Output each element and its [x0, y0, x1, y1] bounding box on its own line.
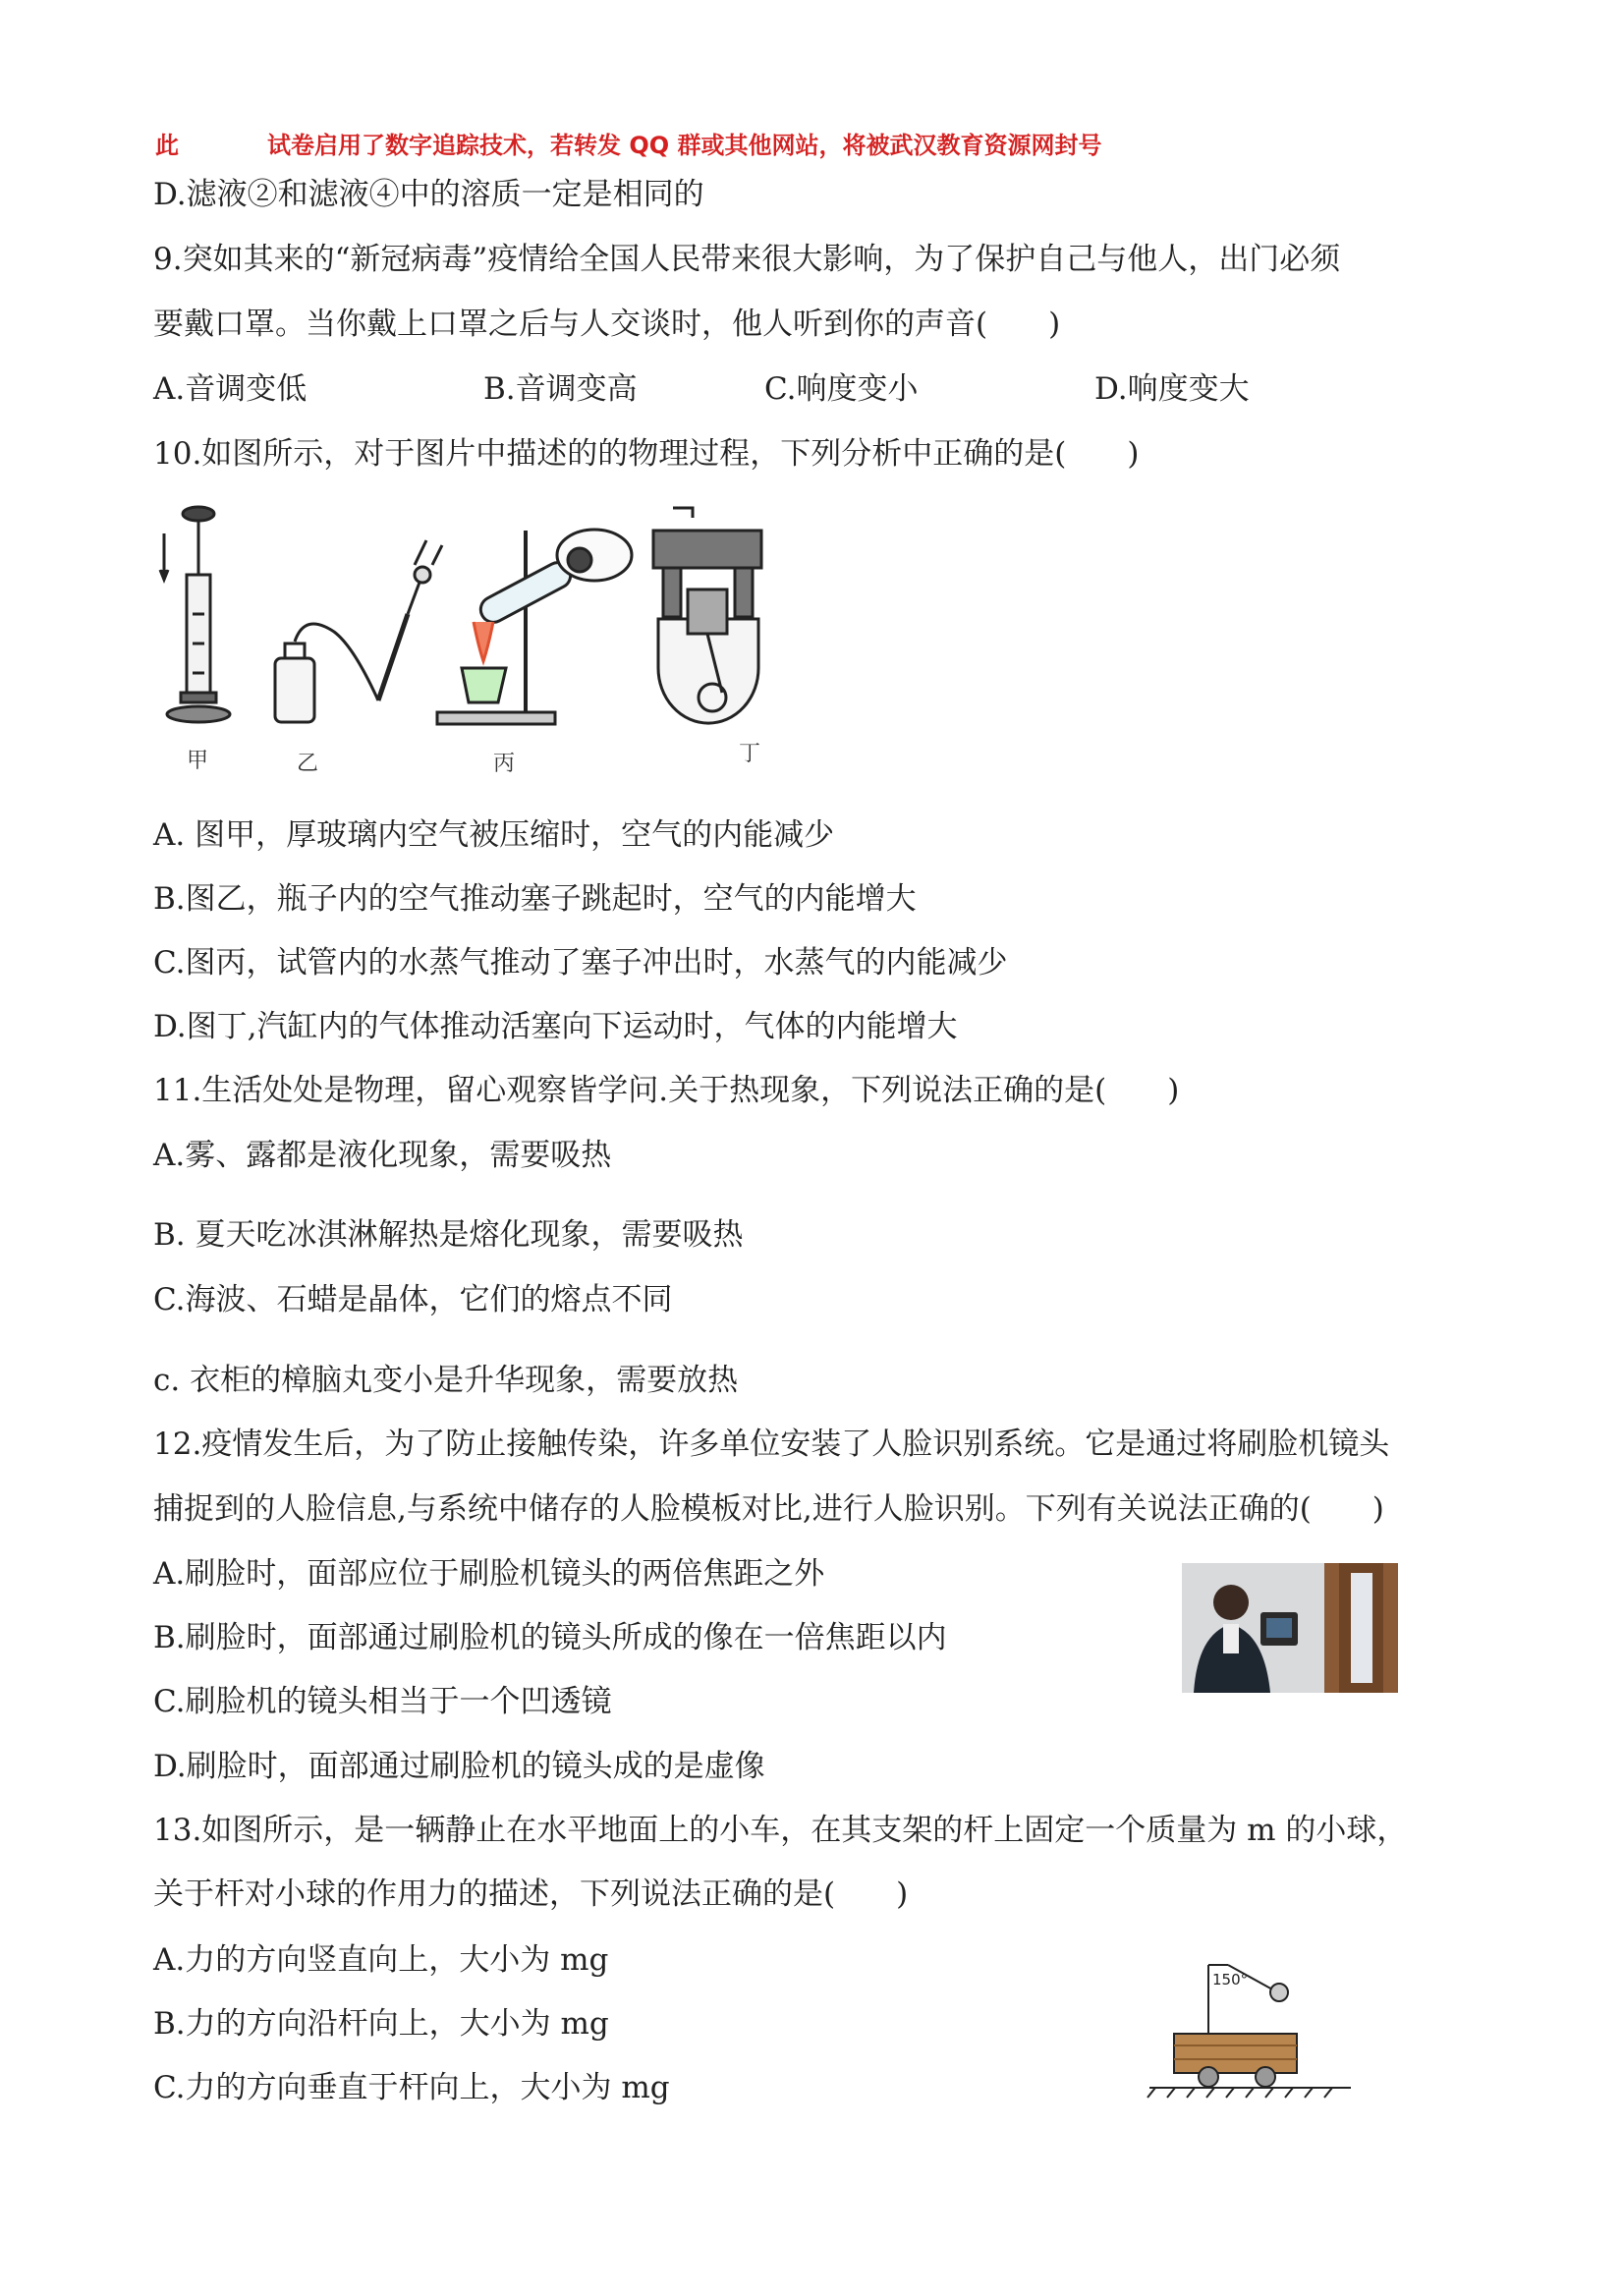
caption-ding: 丁 [739, 742, 761, 766]
caption-jia: 甲 [187, 749, 209, 773]
q10-option-b: B.图乙，瓶子内的空气推动塞子跳起时，空气的内能增大 [153, 881, 917, 917]
q13-option-b: B.力的方向沿杆向上，大小为 mg [153, 2006, 609, 2042]
q9-option-d: D.响度变大 [1094, 371, 1250, 407]
q9-option-b: B.音调变高 [483, 371, 638, 407]
figure-jia-compression-cylinder [160, 507, 230, 722]
angle-label: 150° [1212, 1971, 1249, 1988]
caption-bing: 丙 [493, 752, 516, 776]
q11-option-a: A.雾、露都是液化现象，需要吸热 [153, 1138, 612, 1173]
q9-option-a: A.音调变低 [153, 371, 308, 407]
q11-stem: 11.生活处处是物理，留心观察皆学问.关于热现象，下列说法正确的是( ) [153, 1073, 1180, 1108]
q10-option-c: C.图丙，试管内的水蒸气推动了塞子冲出时，水蒸气的内能减少 [153, 945, 1008, 980]
q9-stem-line1: 9.突如其来的“新冠病毒”疫情给全国人民带来很大影响，为了保护自己与他人，出门必须 [153, 242, 1341, 277]
q9-option-c: C.响度变小 [764, 371, 919, 407]
q10-stem: 10.如图所示，对于图片中描述的的物理过程，下列分析中正确的是( ) [153, 436, 1140, 472]
q11-option-c: C.海波、石蜡是晶体，它们的熔点不同 [153, 1282, 673, 1317]
watermark-text: 试卷启用了数字追踪技术，若转发 QQ 群或其他网站，将被武汉教育资源网封号 [267, 132, 1102, 159]
q9-stem-line2: 要戴口罩。当你戴上口罩之后与人交谈时，他人听到你的声音( ) [153, 307, 1061, 342]
q12-option-c: C.刷脸机的镜头相当于一个凹透镜 [153, 1684, 612, 1719]
q12-stem-line2: 捕捉到的人脸信息,与系统中储存的人脸模板对比,进行人脸识别。下列有关说法正确的( ) [153, 1491, 1384, 1527]
q12-option-d: D.刷脸时，面部通过刷脸机的镜头成的是虚像 [153, 1749, 765, 1784]
watermark-left: 此 [155, 132, 179, 159]
q10-option-a: A. 图甲，厚玻璃内空气被压缩时，空气的内能减少 [153, 817, 835, 853]
q11-option-b: B. 夏天吃冰淇淋解热是熔化现象，需要吸热 [153, 1217, 744, 1253]
figure-yi-bottle-and-pump [275, 540, 442, 722]
face-recognition-photo [1182, 1563, 1398, 1693]
q13-stem-line1: 13.如图所示，是一辆静止在水平地面上的小车，在其支架的杆上固定一个质量为 m 的小球， [153, 1813, 1408, 1848]
q12-stem-line1: 12.疫情发生后，为了防止接触传染，许多单位安装了人脸识别系统。它是通过将刷脸机镜头 [153, 1427, 1390, 1462]
cart-with-rod-figure [1130, 1955, 1366, 2102]
q13-option-a: A.力的方向竖直向上，大小为 mg [153, 1942, 609, 1978]
q13-option-c: C.力的方向垂直于杆向上，大小为 mg [153, 2070, 670, 2105]
caption-yi: 乙 [297, 752, 319, 776]
q10-option-d: D.图丁,汽缸内的气体推动活塞向下运动时，气体的内能增大 [153, 1009, 958, 1044]
figure-ding-engine-cylinder [653, 508, 761, 723]
q12-option-b: B.刷脸时，面部通过刷脸机的镜头所成的像在一倍焦距以内 [153, 1620, 947, 1655]
q12-option-a: A.刷脸时，面部应位于刷脸机镜头的两倍焦距之外 [153, 1556, 825, 1592]
q11-option-d: c. 衣柜的樟脑丸变小是升华现象，需要放热 [153, 1363, 739, 1398]
q8-option-d: D.滤液②和滤液④中的溶质一定是相同的 [153, 177, 704, 212]
figure-bing-heated-test-tube [437, 530, 632, 724]
q13-stem-line2: 关于杆对小球的作用力的描述，下列说法正确的是( ) [153, 1876, 909, 1912]
